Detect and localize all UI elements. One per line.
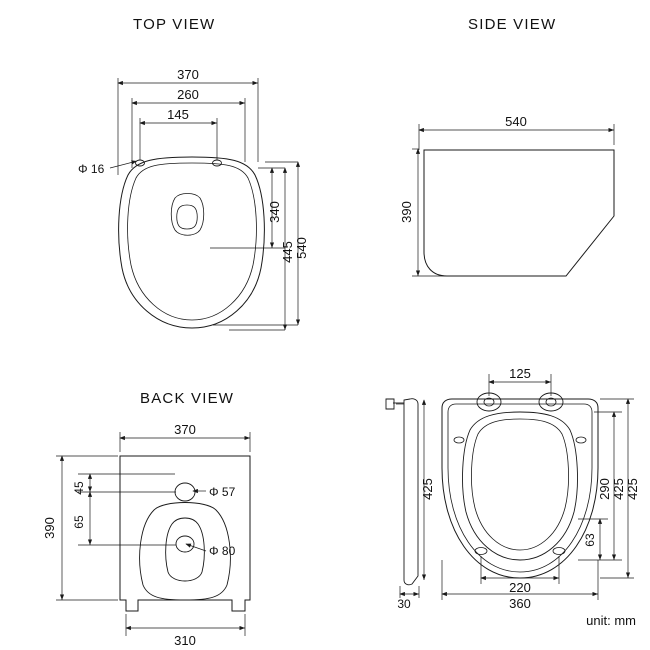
back-view-drawing xyxy=(56,432,250,636)
dim-back-370: 370 xyxy=(174,422,196,437)
dim-top-145: 145 xyxy=(167,107,189,122)
dim-back-45: 45 xyxy=(72,481,86,495)
dim-seat-63: 63 xyxy=(583,533,597,547)
dim-seat-side-425: 425 xyxy=(420,478,435,500)
dim-back-hole-57: Φ 57 xyxy=(209,485,236,499)
dim-back-310: 310 xyxy=(174,633,196,648)
dim-back-65: 65 xyxy=(72,515,86,529)
dim-back-390: 390 xyxy=(42,517,57,539)
side-view-drawing xyxy=(412,124,614,276)
side-view-title: SIDE VIEW xyxy=(468,16,557,33)
top-view-title: TOP VIEW xyxy=(133,16,216,33)
dim-top-340: 340 xyxy=(267,201,282,223)
dim-seat-30: 30 xyxy=(397,597,411,611)
dim-top-445: 445 xyxy=(280,241,295,263)
dim-seat-125: 125 xyxy=(509,366,531,381)
dim-top-370: 370 xyxy=(177,67,199,82)
dim-seat-290: 290 xyxy=(597,478,612,500)
dim-top-hole-dia: Φ 16 xyxy=(78,162,105,176)
dim-seat-360: 360 xyxy=(509,596,531,611)
dim-side-540: 540 xyxy=(505,114,527,129)
back-view-title: BACK VIEW xyxy=(140,390,235,407)
dim-seat-220: 220 xyxy=(509,580,531,595)
dim-top-260: 260 xyxy=(177,87,199,102)
dim-seat-425-outer: 425 xyxy=(625,478,640,500)
dim-back-hole-80: Φ 80 xyxy=(209,544,236,558)
unit-note: unit: mm xyxy=(586,613,636,628)
dim-seat-425-inner: 425 xyxy=(611,478,626,500)
dim-top-540: 540 xyxy=(294,237,309,259)
dim-side-390: 390 xyxy=(399,201,414,223)
